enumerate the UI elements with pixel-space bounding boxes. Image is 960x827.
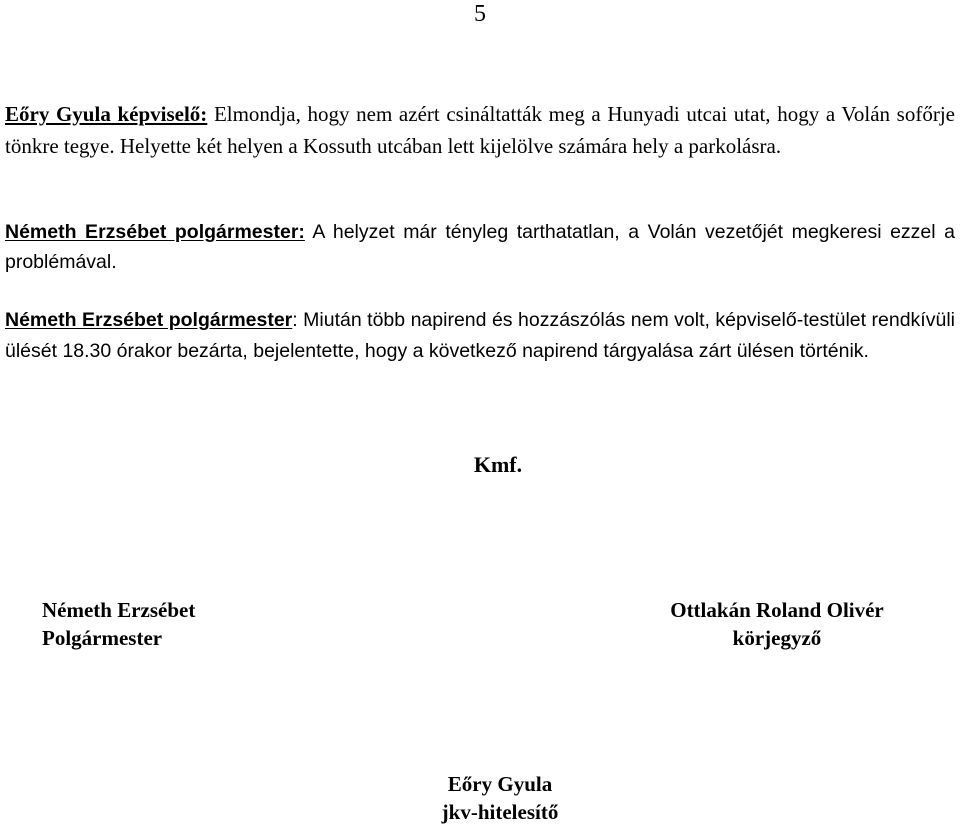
speaker-label: Eőry Gyula képviselő: [5, 102, 208, 126]
paragraph-text: : Miután több napirend és hozzászólás nem volt, képviselő-testület rendkívüli ülését 18.30 órakor bezárta, bejelentette, hogy a következő napirend tárgyalása zárt ülésen történik. [5, 309, 955, 362]
paragraph-mayor-statement [5, 217, 955, 277]
page-number: 5 [474, 1, 486, 27]
signature-notary [620, 596, 934, 652]
closing-kmf: Kmf. [473, 452, 523, 477]
signature-title: Polgármester [42, 626, 163, 650]
signature-name: Németh Erzsébet [42, 598, 196, 622]
signature-title: jkv-hitelesítő [441, 800, 559, 824]
signature-name: Eőry Gyula [447, 772, 553, 796]
speaker-label: Németh Erzsébet polgármester [5, 309, 293, 331]
signature-mayor [42, 596, 195, 652]
signature-name: Ottlakán Roland Olivér [670, 598, 884, 622]
speaker-label: Németh Erzsébet polgármester: [5, 221, 305, 243]
paragraph-meeting-closure [5, 305, 955, 366]
signature-authenticator [350, 770, 650, 826]
paragraph-text: Elmondja, hogy nem azért csináltatták meg a Hunyadi utcai utat, hogy a Volán sofőrje tönkre tegye. Helyette két helyen a Kossuth utcában lett kijelölve számára hely a parkolásra. [5, 102, 955, 158]
paragraph-text: A helyzet már tényleg tarthatatlan, a Volán vezetőjét megkeresi ezzel a problémával. [5, 221, 955, 273]
paragraph-eory-statement [5, 99, 955, 162]
signature-title: körjegyző [732, 626, 822, 650]
